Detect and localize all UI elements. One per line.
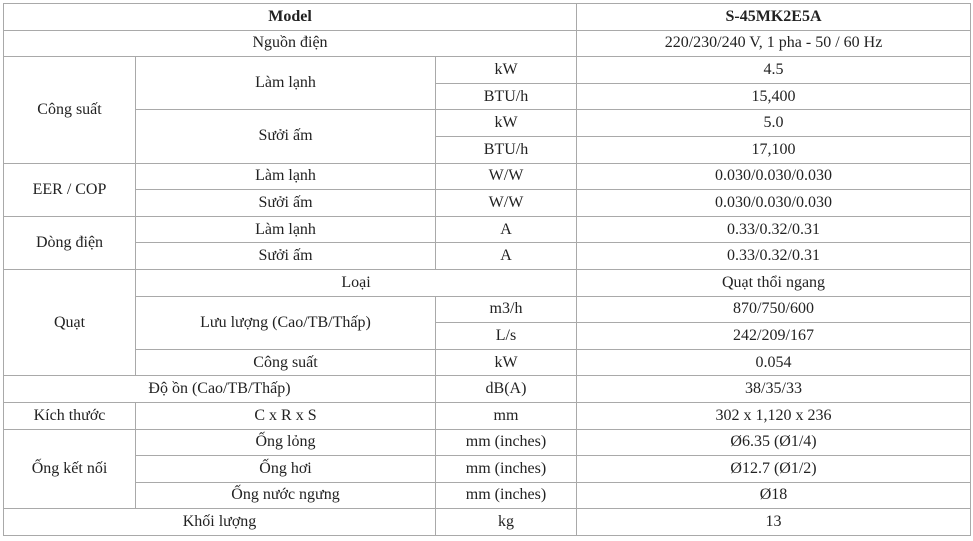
piping-liquid-label: Ống lỏng (136, 429, 436, 456)
weight-value: 13 (577, 509, 971, 536)
current-heating-label: Sưởi ấm (136, 243, 436, 270)
weight-label: Khối lượng (4, 509, 436, 536)
power-supply-label: Nguồn điện (4, 30, 577, 57)
fan-power-value: 0.054 (577, 349, 971, 376)
capacity-cooling-value-kw: 4.5 (577, 57, 971, 84)
current-heating-value: 0.33/0.32/0.31 (577, 243, 971, 270)
fan-power-unit: kW (436, 349, 577, 376)
fan-type-label: Loại (136, 269, 577, 296)
model-label: Model (4, 4, 577, 31)
model-value: S-45MK2E5A (577, 4, 971, 31)
fan-airflow-unit-m3h: m3/h (436, 296, 577, 323)
piping-drain-unit: mm (inches) (436, 482, 577, 509)
capacity-heating-value-btu: 17,100 (577, 136, 971, 163)
header-row (4, 4, 971, 31)
fan-label: Quạt (4, 269, 136, 375)
dimensions-row (4, 402, 971, 429)
current-label: Dòng điện (4, 216, 136, 269)
dimensions-label: Kích thước (4, 402, 136, 429)
piping-drain-label: Ống nước ngưng (136, 482, 436, 509)
current-heating-unit: A (436, 243, 577, 270)
capacity-heating-value-kw: 5.0 (577, 110, 971, 137)
piping-row (4, 429, 971, 456)
weight-row (4, 509, 971, 536)
fan-airflow-value-ls: 242/209/167 (577, 323, 971, 350)
current-row (4, 216, 971, 243)
dimensions-unit: mm (436, 402, 577, 429)
current-cooling-label: Làm lạnh (136, 216, 436, 243)
power-supply-row (4, 30, 971, 57)
fan-airflow-unit-ls: L/s (436, 323, 577, 350)
piping-row (4, 482, 971, 509)
noise-label: Độ ồn (Cao/TB/Thấp) (4, 376, 436, 403)
piping-liquid-value: Ø6.35 (Ø1/4) (577, 429, 971, 456)
cop-heating-value: 0.030/0.030/0.030 (577, 190, 971, 217)
dimensions-sub: C x R x S (136, 402, 436, 429)
capacity-cooling-unit-btu: BTU/h (436, 83, 577, 110)
power-supply-value: 220/230/240 V, 1 pha - 50 / 60 Hz (577, 30, 971, 57)
capacity-cooling-value-btu: 15,400 (577, 83, 971, 110)
capacity-heating-unit-btu: BTU/h (436, 136, 577, 163)
fan-power-label: Công suất (136, 349, 436, 376)
cop-heating-unit: W/W (436, 190, 577, 217)
piping-gas-value: Ø12.7 (Ø1/2) (577, 456, 971, 483)
capacity-row (4, 57, 971, 84)
current-row (4, 243, 971, 270)
eer-cop-row (4, 190, 971, 217)
capacity-row (4, 110, 971, 137)
fan-airflow-value-m3h: 870/750/600 (577, 296, 971, 323)
piping-row (4, 456, 971, 483)
weight-unit: kg (436, 509, 577, 536)
piping-drain-value: Ø18 (577, 482, 971, 509)
capacity-cooling-label: Làm lạnh (136, 57, 436, 110)
cop-heating-label: Sưởi ấm (136, 190, 436, 217)
capacity-heating-label: Sưởi ấm (136, 110, 436, 163)
eer-cooling-value: 0.030/0.030/0.030 (577, 163, 971, 190)
fan-row (4, 269, 971, 296)
spec-table (3, 3, 971, 536)
eer-cop-label: EER / COP (4, 163, 136, 216)
noise-unit: dB(A) (436, 376, 577, 403)
noise-row (4, 376, 971, 403)
fan-row (4, 349, 971, 376)
fan-airflow-label: Lưu lượng (Cao/TB/Thấp) (136, 296, 436, 349)
fan-type-value: Quạt thổi ngang (577, 269, 971, 296)
eer-cooling-unit: W/W (436, 163, 577, 190)
piping-label: Ống kết nối (4, 429, 136, 509)
current-cooling-value: 0.33/0.32/0.31 (577, 216, 971, 243)
capacity-cooling-unit-kw: kW (436, 57, 577, 84)
piping-gas-label: Ống hơi (136, 456, 436, 483)
current-cooling-unit: A (436, 216, 577, 243)
piping-gas-unit: mm (inches) (436, 456, 577, 483)
piping-liquid-unit: mm (inches) (436, 429, 577, 456)
eer-cooling-label: Làm lạnh (136, 163, 436, 190)
fan-row (4, 296, 971, 323)
noise-value: 38/35/33 (577, 376, 971, 403)
dimensions-value: 302 x 1,120 x 236 (577, 402, 971, 429)
eer-cop-row (4, 163, 971, 190)
capacity-label: Công suất (4, 57, 136, 163)
capacity-heating-unit-kw: kW (436, 110, 577, 137)
